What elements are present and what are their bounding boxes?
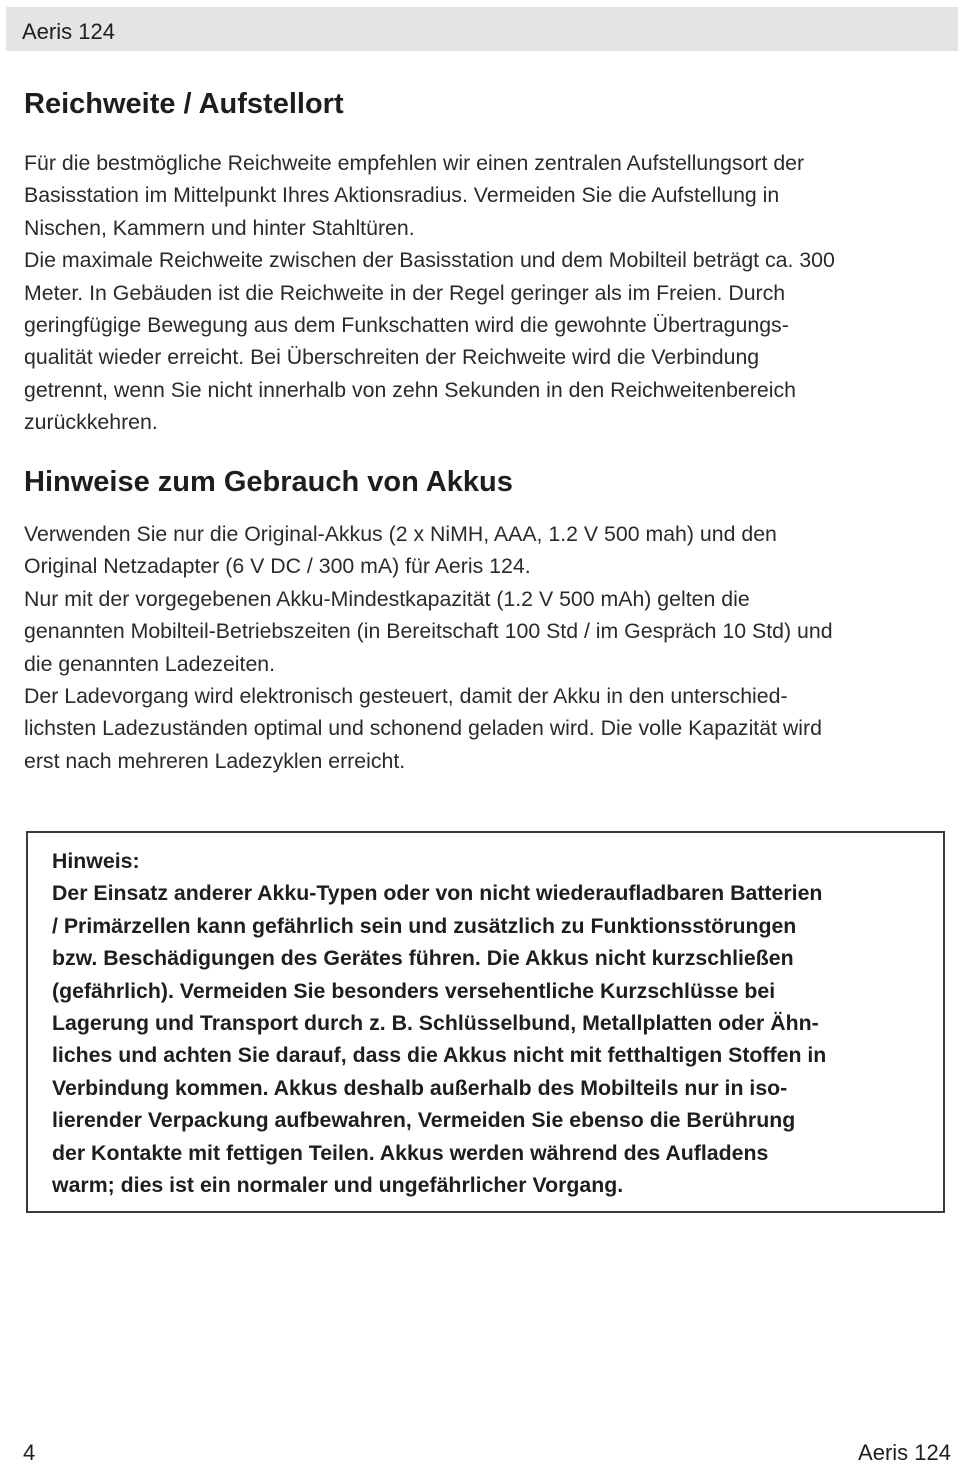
header-title: Aeris 124 bbox=[22, 19, 115, 44]
text-line: lichsten Ladezuständen optimal und schonend geladen wird. Die volle Kapazität wird bbox=[24, 716, 822, 741]
page-header-bar bbox=[6, 7, 958, 51]
text-line: Verwenden Sie nur die Original-Akkus (2 x NiMH, AAA, 1.2 V 500 mah) und den bbox=[24, 522, 777, 546]
text-line: geringfügige Bewegung aus dem Funkschatten wird die gewohnte Übertragungs- bbox=[24, 313, 789, 338]
range-paragraph bbox=[24, 147, 944, 439]
text-line: die genannten Ladezeiten. bbox=[24, 651, 276, 676]
text-line: erst nach mehreren Ladezyklen erreicht. bbox=[24, 748, 406, 773]
footer-model-name: Aeris 124 bbox=[858, 1440, 951, 1465]
text-line: genannten Mobilteil-Betriebszeiten (in Bereitschaft 100 Std / im Gespräch 10 Std) und bbox=[24, 619, 833, 644]
text-line: getrennt, wenn Sie nicht innerhalb von zehn Sekunden in den Reichweitenbereich bbox=[24, 377, 796, 402]
text-line: qualität wieder erreicht. Bei Überschreiten der Reichweite wird die Verbindung bbox=[24, 345, 760, 370]
text-line: Nischen, Kammern und hinter Stahltüren. bbox=[24, 215, 415, 240]
text-line: warm; dies ist ein normaler und ungefährlicher Vorgang. bbox=[52, 1173, 624, 1198]
section-title-range: Reichweite / Aufstellort bbox=[24, 88, 344, 120]
text-line: der Kontakte mit fettigen Teilen. Akkus werden während des Aufladens bbox=[52, 1140, 769, 1165]
warning-notice-text bbox=[52, 845, 826, 1201]
text-line: Original Netzadapter (6 V DC / 300 mA) für Aeris 124. bbox=[24, 554, 531, 579]
text-line: Verbindung kommen. Akkus deshalb außerhalb des Mobilteils nur in iso- bbox=[52, 1075, 788, 1100]
text-line: Der Einsatz anderer Akku-Typen oder von nicht wiederaufladbaren Batterien bbox=[52, 881, 823, 906]
text-line: Nur mit der vorgegebenen Akku-Mindestkapazität (1.2 V 500 mAh) gelten die bbox=[24, 586, 750, 611]
text-line: lierender Verpackung aufbewahren, Vermeiden Sie ebenso die Berührung bbox=[52, 1108, 796, 1133]
text-line: zurückkehren. bbox=[24, 410, 158, 435]
text-line: Der Ladevorgang wird elektronisch gesteuert, damit der Akku in den unterschied- bbox=[24, 684, 788, 709]
page-number: 4 bbox=[23, 1440, 36, 1465]
section-title-batteries: Hinweise zum Gebrauch von Akkus bbox=[24, 466, 513, 498]
text-line: liches und achten Sie darauf, dass die Akkus nicht mit fetthaltigen Stoffen in bbox=[52, 1043, 827, 1068]
text-line: Meter. In Gebäuden ist die Reichweite in der Regel geringer als im Freien. Durch bbox=[24, 280, 786, 305]
text-line: bzw. Beschädigungen des Gerätes führen. Die Akkus nicht kurzschließen bbox=[52, 946, 794, 971]
text-line: Lagerung und Transport durch z. B. Schlüsselbund, Metallplatten oder Ähn- bbox=[52, 1011, 819, 1036]
text-line: Basisstation im Mittelpunkt Ihres Aktionsradius. Vermeiden Sie die Aufstellung in bbox=[24, 183, 780, 208]
text-line: / Primärzellen kann gefährlich sein und zusätzlich zu Funktionsstörungen bbox=[52, 913, 797, 938]
warning-notice-box bbox=[26, 831, 945, 1213]
text-line: Für die bestmögliche Reichweite empfehlen wir einen zentralen Aufstellungsort der bbox=[24, 151, 805, 175]
notice-heading: Hinweis: bbox=[52, 849, 140, 873]
text-line: (gefährlich). Vermeiden Sie besonders versehentliche Kurzschlüsse bei bbox=[52, 978, 776, 1003]
text-line: Die maximale Reichweite zwischen der Basisstation und dem Mobilteil beträgt ca. 300 bbox=[24, 248, 835, 273]
batteries-paragraph bbox=[24, 518, 944, 777]
